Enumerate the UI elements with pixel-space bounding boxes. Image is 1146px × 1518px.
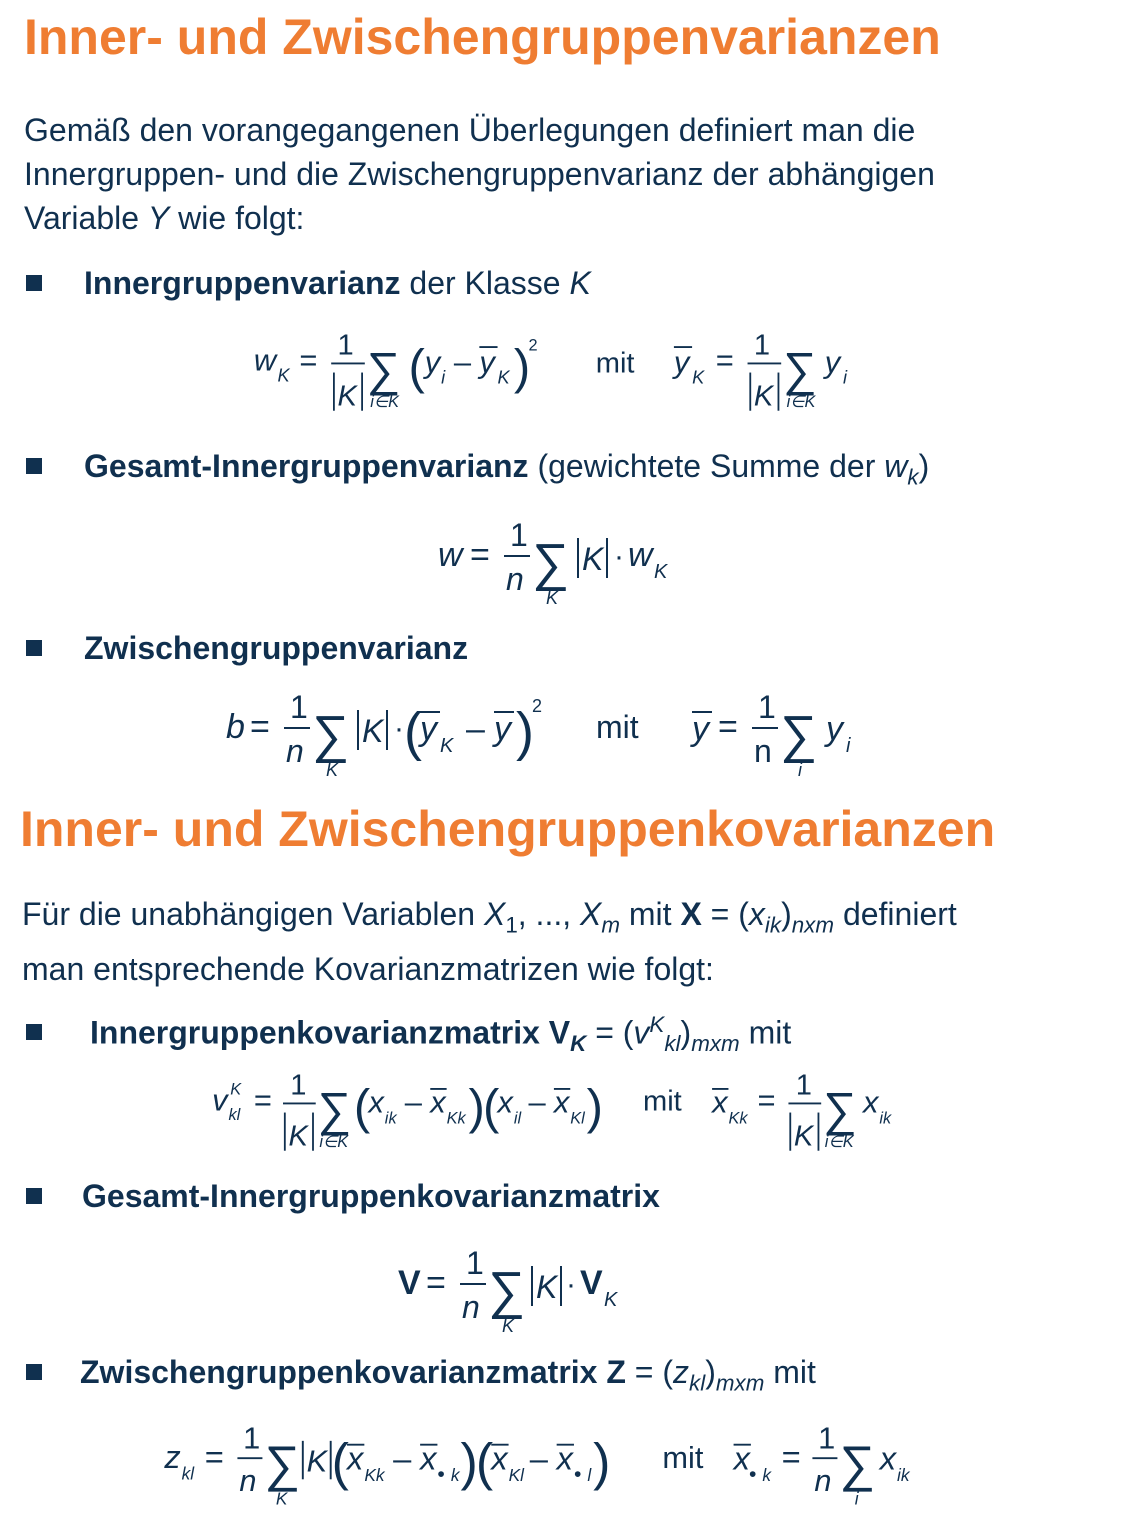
svg-text:(: ( xyxy=(353,1080,371,1135)
svg-text:1: 1 xyxy=(758,689,776,725)
svg-text:=: = xyxy=(426,1264,446,1302)
svg-text:∑: ∑ xyxy=(783,343,817,397)
bullet-square-icon xyxy=(26,1188,42,1204)
svg-text:x: x xyxy=(863,1084,879,1120)
svg-text:(: ( xyxy=(404,702,422,762)
svg-text:K: K xyxy=(793,1120,814,1153)
svg-text:y: y xyxy=(420,710,437,748)
svg-text:∑: ∑ xyxy=(488,1262,526,1320)
svg-text:(: ( xyxy=(408,340,425,395)
svg-text:x: x xyxy=(491,1439,508,1477)
svg-text:n: n xyxy=(286,733,304,769)
svg-text:x: x xyxy=(347,1439,364,1477)
svg-text:K: K xyxy=(275,1488,288,1509)
intro-line-3: Variable Y wie folgt: xyxy=(24,200,305,236)
svg-text:i: i xyxy=(843,367,848,388)
svg-text:Kk: Kk xyxy=(446,1109,466,1128)
svg-text:x: x xyxy=(556,1439,573,1477)
svg-text:K: K xyxy=(497,367,510,388)
svg-text:y: y xyxy=(692,710,709,748)
svg-text:y: y xyxy=(826,710,843,748)
svg-text:): ) xyxy=(586,1080,603,1135)
svg-text:1: 1 xyxy=(510,517,528,553)
svg-text:y: y xyxy=(479,344,495,380)
svg-text:z: z xyxy=(164,1437,181,1475)
svg-text:•: • xyxy=(748,1463,757,1487)
svg-text:1: 1 xyxy=(290,1069,307,1102)
formula-innergruppenvarianz xyxy=(0,318,1146,418)
svg-text:K: K xyxy=(654,561,668,583)
svg-text:kl: kl xyxy=(228,1105,241,1124)
svg-text:y: y xyxy=(824,344,841,380)
svg-text:ik: ik xyxy=(879,1109,892,1128)
svg-text:x: x xyxy=(879,1439,897,1477)
svg-text:w: w xyxy=(628,536,653,574)
svg-text:V: V xyxy=(580,1264,603,1302)
svg-text:·: · xyxy=(566,1268,576,1301)
svg-text:K: K xyxy=(288,1120,308,1153)
svg-text:∑: ∑ xyxy=(366,343,401,397)
svg-text:=: = xyxy=(715,342,734,378)
svg-text:Kl: Kl xyxy=(570,1109,585,1128)
svg-text:•: • xyxy=(573,1463,582,1487)
svg-text:=: = xyxy=(470,536,490,574)
svg-text:K: K xyxy=(306,1443,328,1479)
svg-text:K: K xyxy=(546,588,559,608)
svg-text:): ) xyxy=(513,340,531,395)
svg-text:∑: ∑ xyxy=(823,1083,857,1137)
svg-text:=: = xyxy=(781,1437,801,1475)
svg-text:n: n xyxy=(754,733,772,769)
svg-text:K: K xyxy=(692,367,705,388)
svg-text:i∈K: i∈K xyxy=(319,1133,349,1152)
svg-text:(: ( xyxy=(483,1080,500,1135)
svg-text:x: x xyxy=(553,1084,570,1120)
svg-text:K: K xyxy=(502,1316,515,1336)
bullet-gesamt-innergruppenkovarianzmatrix: Gesamt-Innergruppenkovarianzmatrix xyxy=(26,1176,1136,1216)
svg-text:y: y xyxy=(424,344,441,380)
svg-text:1: 1 xyxy=(753,329,771,362)
svg-text:K: K xyxy=(326,760,339,780)
svg-text:=: = xyxy=(250,708,270,746)
svg-text:·: · xyxy=(614,540,624,573)
svg-text:=: = xyxy=(718,708,738,746)
svg-text:Kl: Kl xyxy=(508,1465,524,1486)
bullet-zwischengruppenkovarianzmatrix: Zwischengruppenkovarianzmatrix $Z = (z_{kl})_{mxm}$ mit xyxy=(26,1352,1136,1403)
intro-line-1: Gemäß den vorangegangenen Überlegungen definiert man die xyxy=(24,112,916,148)
svg-text:1: 1 xyxy=(818,1420,836,1456)
mit-label: mit xyxy=(643,1085,682,1118)
svg-text:∑: ∑ xyxy=(312,706,350,764)
svg-text:x: x xyxy=(712,1084,728,1120)
svg-text:K: K xyxy=(230,1080,242,1099)
svg-text:y: y xyxy=(673,344,690,380)
svg-text:1: 1 xyxy=(337,329,354,362)
svg-text:∑: ∑ xyxy=(264,1436,301,1493)
section1-title: Inner- und Zwischengruppenvarianzen xyxy=(24,9,941,65)
svg-text:=: = xyxy=(299,342,318,378)
svg-text:kl: kl xyxy=(181,1463,195,1484)
section2-title: Inner- und Zwischengruppenkovarianzen xyxy=(20,801,996,857)
svg-text:2: 2 xyxy=(532,696,543,716)
svg-text:x: x xyxy=(497,1084,513,1120)
svg-text:2: 2 xyxy=(528,336,538,355)
svg-text:k: k xyxy=(762,1465,772,1486)
svg-text:i: i xyxy=(846,735,851,757)
svg-text:i∈K: i∈K xyxy=(786,393,816,412)
svg-text:∑: ∑ xyxy=(780,706,818,764)
section1-intro xyxy=(24,108,1124,240)
svg-text:Kk: Kk xyxy=(728,1109,748,1128)
svg-text:n: n xyxy=(814,1462,832,1498)
formula-gesamt-innergruppenvarianz xyxy=(0,508,1146,608)
intro-line-2: Innergruppen- und die Zwischengruppenvarianz der abhängigen xyxy=(24,156,935,192)
svg-text:ik: ik xyxy=(384,1109,397,1128)
svg-text:(: ( xyxy=(475,1433,494,1492)
svg-text:=: = xyxy=(253,1082,272,1118)
svg-text:∑: ∑ xyxy=(532,534,570,592)
svg-text:l: l xyxy=(587,1465,592,1486)
bullet-zwischengruppenvarianz: Zwischengruppenvarianz xyxy=(26,628,1136,668)
svg-text:K: K xyxy=(536,1269,558,1305)
bullet-square-icon xyxy=(26,275,42,291)
bullet-square-icon xyxy=(26,640,42,656)
svg-text:i∈K: i∈K xyxy=(370,393,400,412)
svg-text:V: V xyxy=(398,1264,421,1302)
svg-text:–: – xyxy=(466,710,485,748)
svg-text:): ) xyxy=(593,1433,611,1492)
svg-text:n: n xyxy=(462,1289,480,1325)
svg-text:K: K xyxy=(362,713,384,749)
svg-text:il: il xyxy=(513,1109,522,1128)
svg-text:x: x xyxy=(430,1084,446,1120)
svg-text:i: i xyxy=(854,1488,859,1509)
svg-text:n: n xyxy=(239,1462,257,1498)
svg-text:): ) xyxy=(516,702,534,762)
bullet-square-icon xyxy=(26,1024,42,1040)
svg-text:•: • xyxy=(437,1463,445,1487)
svg-text:): ) xyxy=(460,1433,478,1492)
bullet-gesamt-innergruppenvarianz: Gesamt-Innergruppenvarianz (gewichtete Summe der $w_k$) xyxy=(26,446,1136,497)
svg-text:1: 1 xyxy=(243,1420,261,1456)
svg-text:i∈K: i∈K xyxy=(824,1133,854,1152)
bullet-square-icon xyxy=(26,1364,42,1380)
svg-text:i: i xyxy=(441,367,446,388)
svg-text:1: 1 xyxy=(290,689,308,725)
svg-text:Kk: Kk xyxy=(364,1465,385,1486)
bullet-square-icon xyxy=(26,458,42,474)
svg-text:K: K xyxy=(604,1289,618,1311)
svg-text:–: – xyxy=(393,1439,412,1477)
svg-text:): ) xyxy=(468,1080,485,1135)
svg-text:–: – xyxy=(528,1084,546,1120)
svg-text:y: y xyxy=(494,710,511,748)
svg-text:·: · xyxy=(394,712,404,745)
svg-text:(: ( xyxy=(331,1433,349,1492)
svg-text:∑: ∑ xyxy=(317,1083,352,1137)
svg-text:K: K xyxy=(582,541,604,577)
svg-text:i: i xyxy=(798,760,802,780)
intro2-line-1: Für die unabhängigen Variablen $X_1$, ..., $X_m$ mit $X = (x_{ik})_{nxm}$ definiert xyxy=(22,896,957,938)
svg-text:x: x xyxy=(368,1084,384,1120)
bullet-innergruppenkovarianzmatrix: Innergruppenkovarianzmatrix $V_K = (v^K_{kl})_{mxm}$ mit xyxy=(26,1005,1136,1064)
svg-text:K: K xyxy=(753,380,774,413)
svg-text:x: x xyxy=(733,1439,750,1477)
svg-text:∑: ∑ xyxy=(839,1436,876,1493)
formula-gesamt-innergruppenkovarianz xyxy=(0,1236,1146,1336)
mit-label: mit xyxy=(595,347,635,380)
svg-text:1: 1 xyxy=(466,1245,484,1281)
formula-zwischengruppenvarianz xyxy=(0,680,1146,780)
bullet-innergruppenvarianz: Innergruppenvarianz der Klasse K xyxy=(26,263,1136,303)
svg-text:k: k xyxy=(450,1465,460,1486)
mit-label: mit xyxy=(596,709,639,745)
svg-text:v: v xyxy=(212,1082,228,1118)
formula-innergruppenkovarianz xyxy=(0,1058,1146,1158)
svg-text:K: K xyxy=(440,735,454,757)
svg-text:K: K xyxy=(277,365,290,386)
svg-text:ik: ik xyxy=(897,1465,910,1486)
section2-intro xyxy=(22,892,1122,991)
svg-text:–: – xyxy=(404,1084,423,1120)
svg-text:–: – xyxy=(529,1439,548,1477)
intro2-line-2: man entsprechende Kovarianzmatrizen wie folgt: xyxy=(22,951,714,988)
svg-text:K: K xyxy=(337,380,357,413)
svg-text:–: – xyxy=(453,344,472,380)
svg-text:w: w xyxy=(253,342,277,378)
svg-text:x: x xyxy=(420,1439,437,1477)
svg-text:=: = xyxy=(757,1082,776,1118)
svg-text:w: w xyxy=(438,536,463,574)
svg-text:b: b xyxy=(226,708,245,746)
mit-label: mit xyxy=(662,1439,704,1475)
svg-text:=: = xyxy=(204,1437,224,1475)
formula-zwischengruppenkovarianz xyxy=(0,1412,1146,1512)
svg-text:n: n xyxy=(506,561,524,597)
svg-text:1: 1 xyxy=(795,1069,812,1102)
